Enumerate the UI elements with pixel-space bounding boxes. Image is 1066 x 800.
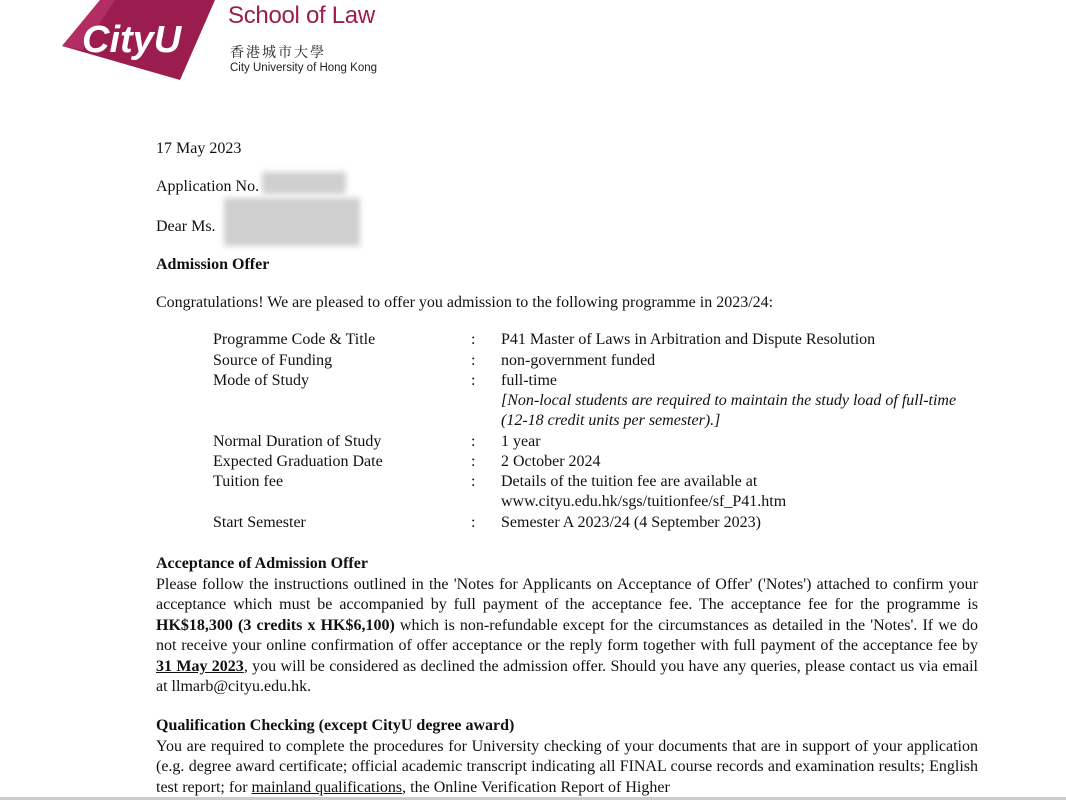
tuition-fee-url[interactable]: www.cityu.edu.hk/sgs/tuitionfee/sf_P41.htm: [501, 493, 787, 510]
detail-value: 1 year: [501, 433, 541, 450]
detail-value: P41 Master of Laws in Arbitration and Dispute Resolution: [501, 331, 876, 348]
university-name: City University of Hong Kong: [230, 62, 378, 74]
detail-colon: :: [471, 372, 476, 389]
detail-label: Normal Duration of Study: [213, 433, 382, 450]
qualification-heading: Qualification Checking (except CityU degree award): [156, 717, 515, 734]
mainland-qualifications-link[interactable]: mainland qualifications: [251, 778, 403, 796]
logo-wordmark: CityU: [82, 19, 182, 61]
salutation: Dear Ms.: [156, 218, 216, 235]
detail-label: Mode of Study: [213, 372, 309, 389]
application-number-label: Application No.: [156, 178, 260, 195]
detail-label: Source of Funding: [213, 352, 333, 369]
detail-value: Details of the tuition fee are available at: [501, 473, 758, 490]
acceptance-paragraph: [156, 575, 978, 697]
study-load-note: [Non-local students are required to maintain the study load of full-time (12-18 credit units per semester).]: [501, 392, 957, 429]
letter-date: 17 May 2023: [156, 140, 242, 157]
detail-value: non-government funded: [501, 352, 656, 369]
offer-title: Admission Offer: [156, 256, 270, 273]
qualification-text: , the Online Verification Report of Higher: [402, 778, 670, 796]
acceptance-text: which is non-refundable except for the circumstances as detailed in the 'Notes'. If we do not receive your online confirmation of offer acceptance or the reply form together with full payment of the acceptance fee by: [156, 616, 978, 655]
detail-label: Programme Code & Title: [213, 331, 376, 348]
school-name: School of Law: [228, 2, 375, 29]
detail-label: Expected Graduation Date: [213, 453, 383, 470]
acceptance-text: Please follow the instructions outlined in the 'Notes for Applicants on Acceptance of Offer' ('Notes') attached to confirm your acceptance which must be accompanied by full payment of the acceptance fee. The acceptance fee for the programme is: [156, 576, 978, 614]
acceptance-text: , you will be considered as declined the admission offer. Should you have any queries, please contact us via email at llmarb@cityu.edu.hk.: [156, 657, 978, 696]
detail-label: Tuition fee: [213, 473, 284, 490]
qualification-text: You are required to complete the procedures for University checking of your documents that are in support of your application (e.g. degree award certificate; official academic transcript indicating all FINAL course records and examination results; English test report; for: [156, 738, 978, 796]
cityu-logo-icon: [60, 0, 220, 80]
acceptance-heading: Acceptance of Admission Offer: [156, 555, 368, 572]
acceptance-deadline: 31 May 2023: [156, 657, 244, 675]
acceptance-fee: HK$18,300 (3 credits x HK$6,100): [156, 616, 395, 634]
detail-colon: :: [471, 352, 476, 369]
redacted-application-number: [262, 172, 346, 194]
offer-intro: Congratulations! We are pleased to offer you admission to the following programme in 2023/24:: [156, 294, 774, 311]
redacted-name: [224, 198, 360, 246]
detail-label: Start Semester: [213, 514, 306, 531]
detail-colon: :: [471, 514, 476, 531]
detail-colon: :: [471, 473, 476, 490]
detail-colon: :: [471, 453, 476, 470]
detail-colon: :: [471, 331, 476, 348]
detail-value: Semester A 2023/24 (4 September 2023): [501, 514, 761, 531]
qualification-paragraph: [156, 737, 978, 798]
detail-value: 2 October 2024: [501, 453, 601, 470]
detail-value: full-time: [501, 372, 557, 389]
chinese-university-name: 香港城市大學: [230, 45, 326, 61]
detail-colon: :: [471, 433, 476, 450]
